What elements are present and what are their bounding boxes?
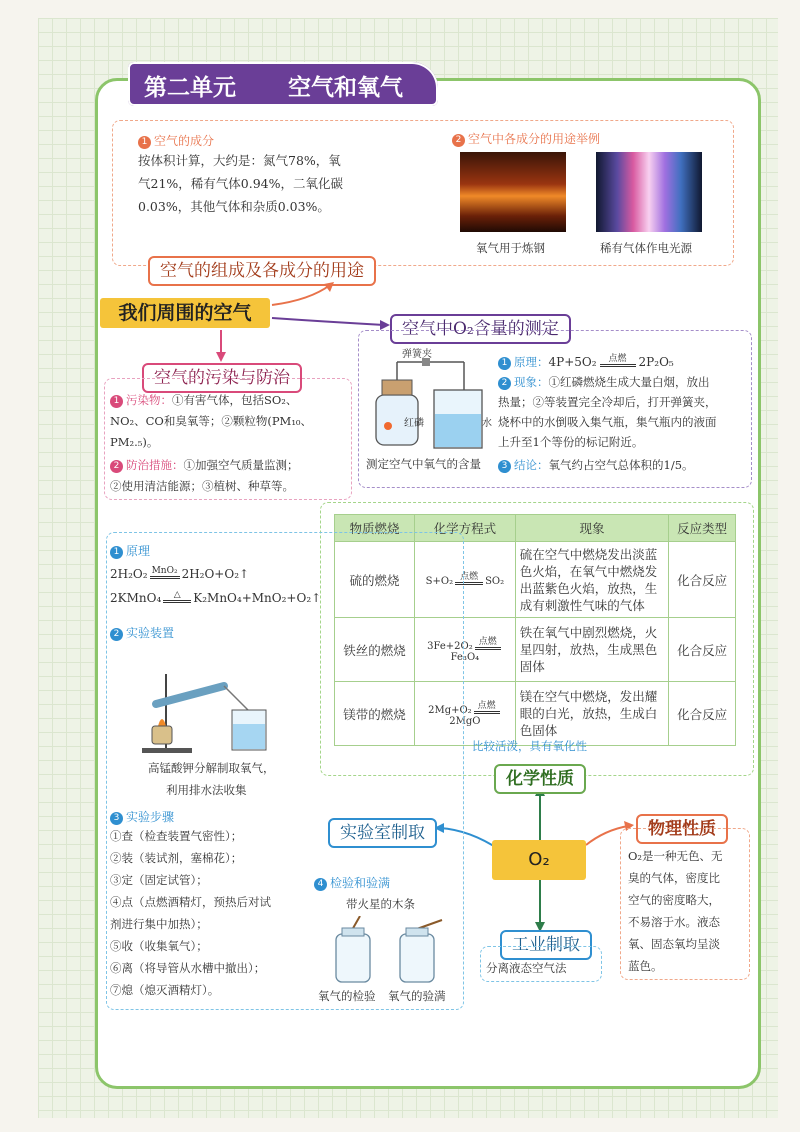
unit-title: 空气和氧气 xyxy=(288,75,403,101)
phys-line-1: O₂是一种无色、无 xyxy=(628,849,723,863)
lab-step-4b: 剂进行集中加热）； xyxy=(110,917,208,931)
pollution-pollutants: 1 污染物：①有害气体，包括SO₂、 xyxy=(110,390,297,411)
lab-step-1: ①查（检查装置气密性）； xyxy=(110,829,243,843)
lab-step-4: ④点（点燃酒精灯，预热后对试 xyxy=(110,895,271,909)
phys-line-5: 氧、固态氧均呈淡 xyxy=(628,937,720,951)
pollution-measures: 2 防治措施：①加强空气质量监测； xyxy=(110,455,299,476)
composition-line-2: 气21%，稀有气体0.94%，二氧化碳 xyxy=(138,176,343,191)
check-caption-1: 氧气的检验 xyxy=(318,989,376,1003)
label-composition-uses: 空气的组成及各成分的用途 xyxy=(148,256,376,286)
pollution-line-2: NO₂、CO和臭氧等；②颗粒物(PM₁₀、 xyxy=(110,414,313,428)
label-lab-prep: 实验室制取 xyxy=(328,818,437,848)
oxygen-test-bottles xyxy=(322,916,452,986)
label-industry: 工业制取 xyxy=(500,930,592,960)
lab-principle-heading: 1 原理 xyxy=(110,542,150,559)
table-header: 反应类型 xyxy=(669,515,736,542)
measure-phenomenon: 2 现象：①红磷燃烧生成大量白烟，放出 xyxy=(498,372,748,393)
lab-step-2: ②装（装试剂，塞棉花）； xyxy=(110,851,243,865)
pollution-line-5: ②使用清洁能源；③植树、种草等。 xyxy=(110,479,294,493)
label-o2-measure: 空气中O₂含量的测定 xyxy=(390,314,571,344)
o2-node: O₂ xyxy=(492,840,586,880)
table-header: 现象 xyxy=(515,515,669,542)
composition-line-1: 按体积计算，大约是：氮气78%，氧 xyxy=(138,153,341,168)
label-chem-prop: 化学性质 xyxy=(494,764,586,794)
table-header: 物质燃烧 xyxy=(335,515,415,542)
phys-line-6: 蓝色。 xyxy=(628,959,663,973)
table-row: 硫的燃烧 S+O₂ 点燃 SO₂ 硫在空气中燃烧发出淡蓝色火焰，在氧气中燃烧发出蓝紫色火焰，放热，生成有刺激性气味的气体 化合反应 xyxy=(335,542,736,618)
industry-text: 分离液态空气法 xyxy=(486,961,567,975)
label-pollution: 空气的污染与防治 xyxy=(142,363,302,393)
composition-line-3: 0.03%，其他气体和杂质0.03%。 xyxy=(138,199,330,214)
kmno4-apparatus xyxy=(136,664,276,754)
lab-equation-2: 2KMnO₄ △ K₂MnO₄+MnO₂+O₂↑ xyxy=(110,590,322,605)
water-label: 水 xyxy=(482,418,492,429)
center-title: 我们周围的空气 xyxy=(100,298,270,328)
measure-caption: 测定空气中氧气的含量 xyxy=(366,457,481,471)
lab-step-5: ⑤收（收集氧气）； xyxy=(110,939,208,953)
photo2-caption: 稀有气体作电光源 xyxy=(600,241,692,255)
measurement-apparatus xyxy=(364,350,494,450)
label-phys-prop: 物理性质 xyxy=(636,814,728,844)
spring-clip-label: 弹簧夹 xyxy=(402,349,432,360)
measure-phenomenon-line-2: 热量；②等装置完全冷却后，打开弹簧夹， xyxy=(498,395,717,409)
table-row: 镁带的燃烧 2Mg+O₂ 点燃2MgO 镁在空气中燃烧，发出耀眼的白光，放热，生成白色固体 化合反应 xyxy=(335,682,736,746)
chem-note: 比较活泼，具有氧化性 xyxy=(472,739,587,753)
measure-principle: 1 原理：4P+5O₂ 点燃 2P₂O₅ xyxy=(498,352,674,373)
lab-equation-1: 2H₂O₂ MnO₂ 2H₂O+O₂↑ xyxy=(110,566,250,581)
red-phosphorus-label: 红磷 xyxy=(404,418,424,429)
uses-heading: 2 空气中各成分的用途举例 xyxy=(452,130,600,147)
photo1-caption: 氧气用于炼钢 xyxy=(476,241,545,255)
lab-step-7: ⑦熄（熄灭酒精灯）。 xyxy=(110,983,220,997)
glowing-stick-label: 带火星的木条 xyxy=(346,897,415,911)
phys-line-4: 不易溶于水。液态 xyxy=(628,915,720,929)
lab-step-6: ⑥离（将导管从水槽中撤出）； xyxy=(110,961,266,975)
composition-heading: 1 空气的成分 xyxy=(138,132,214,149)
check-caption-2: 氧气的验满 xyxy=(388,989,446,1003)
setup-caption-1: 高锰酸钾分解制取氧气， xyxy=(148,761,275,775)
lab-steps-heading: 3 实验步骤 xyxy=(110,808,174,825)
phys-line-2: 臭的气体，密度比 xyxy=(628,871,720,885)
measure-phenomenon-line-3: 烧杯中的水倒吸入集气瓶，集气瓶内的液面 xyxy=(498,415,717,429)
unit-number: 第二单元 xyxy=(144,75,236,101)
pollution-line-3: PM₂.₅)。 xyxy=(110,435,159,449)
lab-setup-heading: 2 实验装置 xyxy=(110,624,174,641)
table-row: 铁丝的燃烧 3Fe+2O₂ 点燃Fe₃O₄ 铁在氧气中剧烈燃烧，火星四射，放热，生成黑色固体 化合反应 xyxy=(335,618,736,682)
lab-step-3: ③定（固定试管）； xyxy=(110,873,208,887)
lab-check-heading: 4 检验和验满 xyxy=(314,874,390,891)
phys-line-3: 空气的密度略大， xyxy=(628,893,720,907)
measure-conclusion: 3 结论：氧气约占空气总体积的1/5。 xyxy=(498,455,694,476)
measure-phenomenon-line-4: 上升至1个等份的标记附近。 xyxy=(498,435,644,449)
table-header: 化学方程式 xyxy=(415,515,516,542)
setup-caption-2: 利用排水法收集 xyxy=(166,783,247,797)
